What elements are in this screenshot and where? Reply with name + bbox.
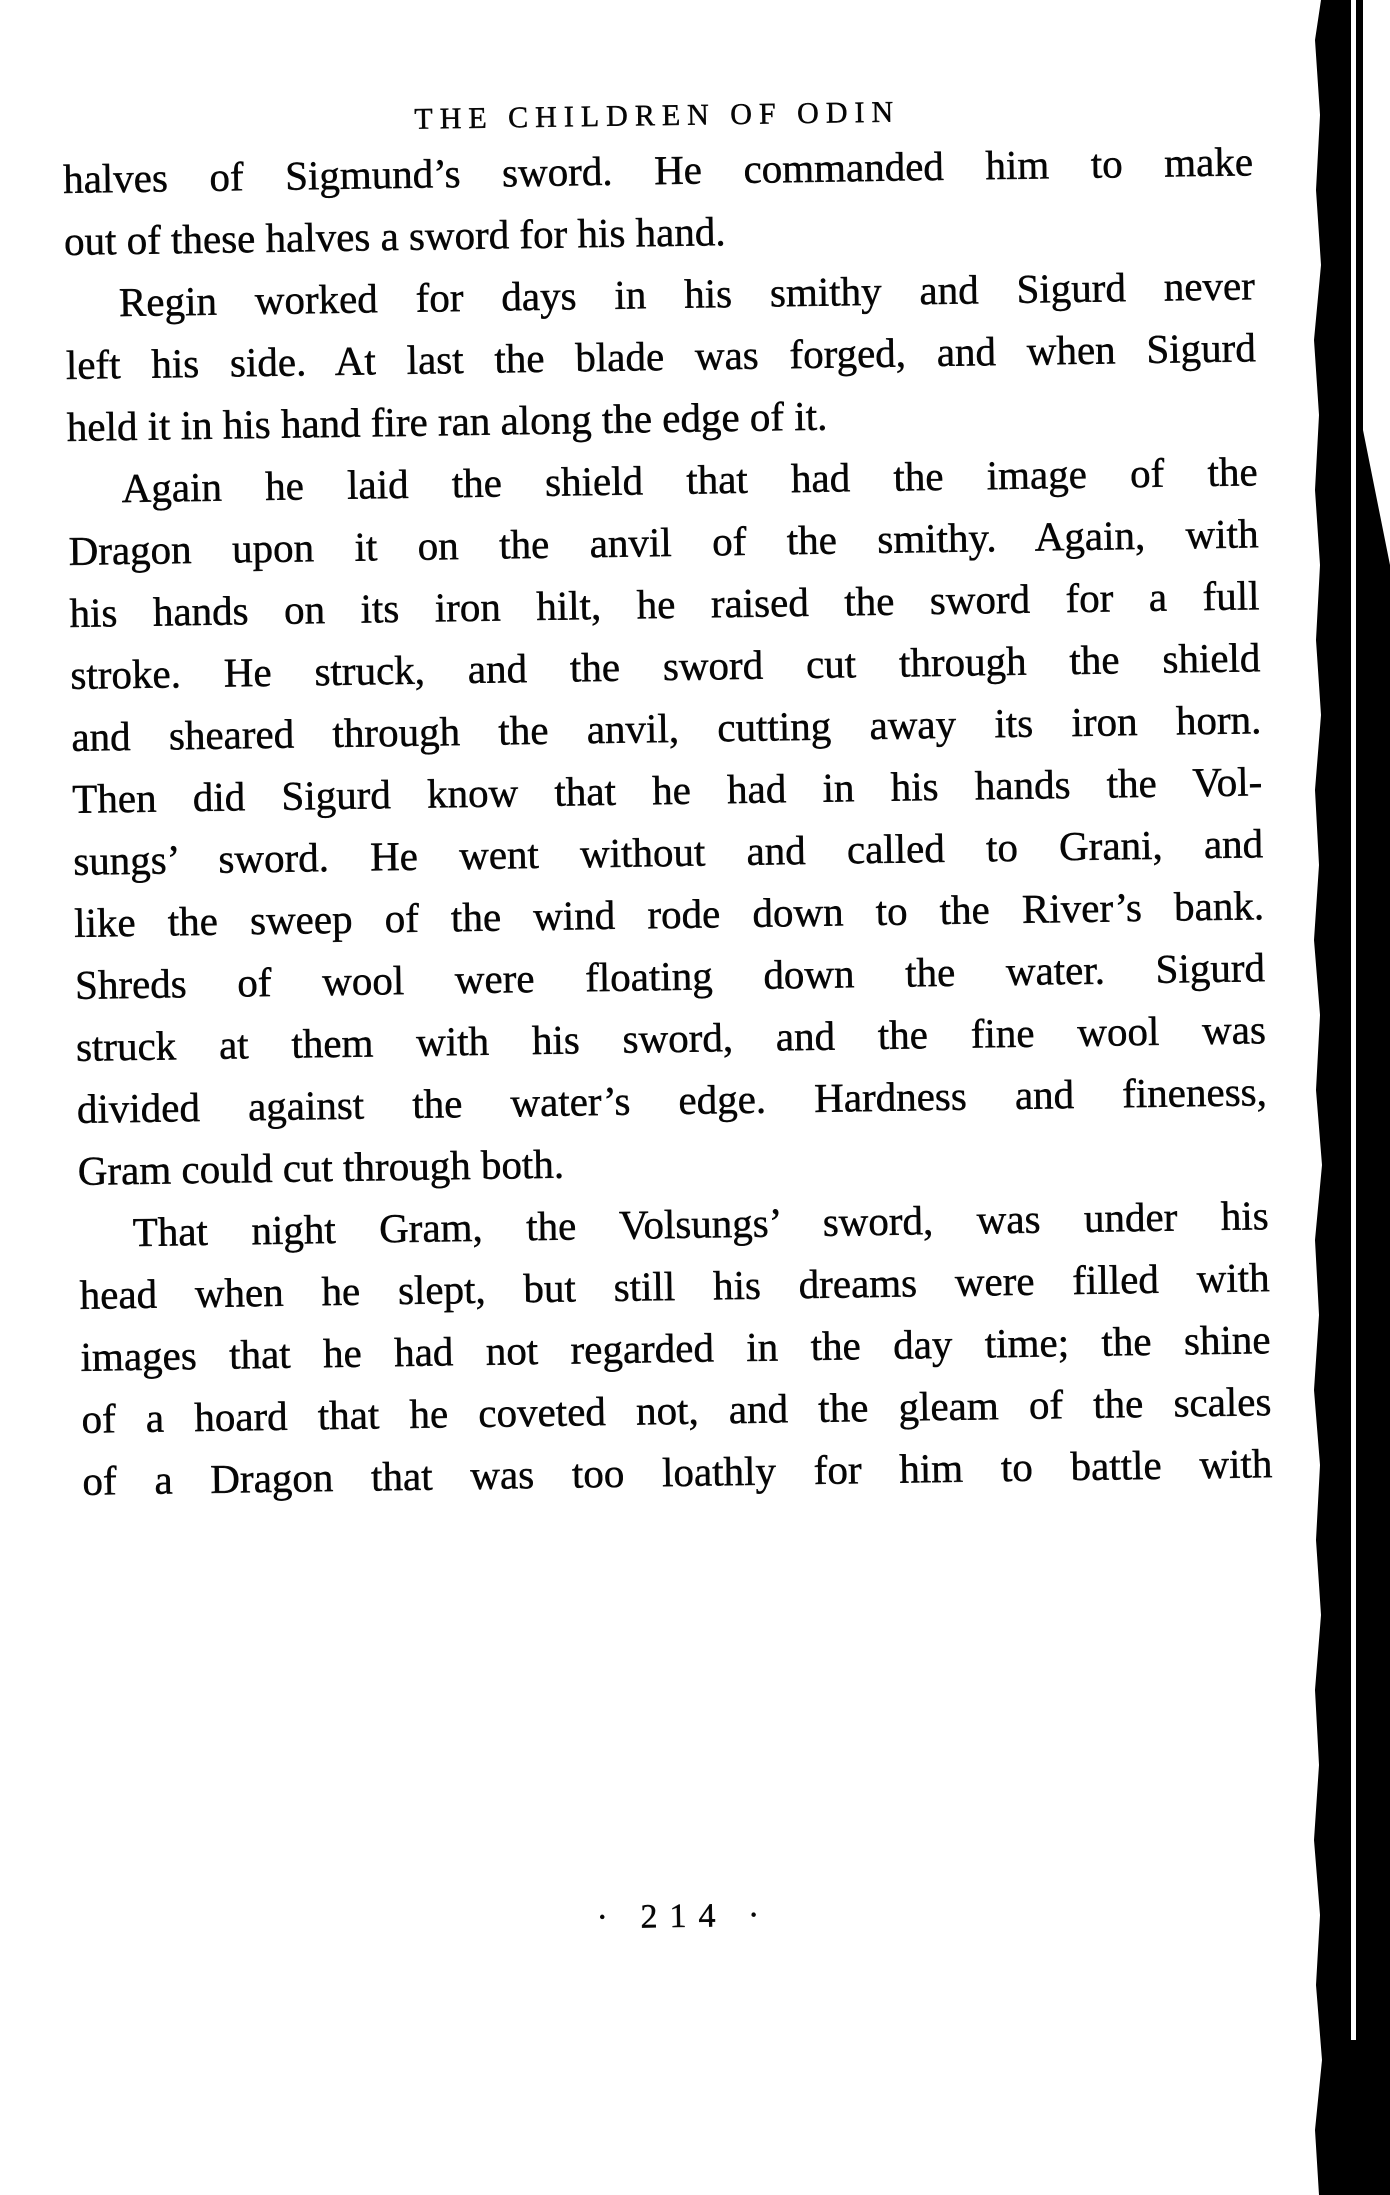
- text-line: Shreds of wool were floating down the water. Sigurd: [74, 944, 1266, 1008]
- scan-gutter-bottom-fill: [1346, 2040, 1360, 2195]
- text-line: held it in his hand fire ran along the edge of it.: [66, 392, 828, 450]
- text-line: stroke. He struck, and the sword cut through the shield: [70, 634, 1261, 698]
- body-text: [63, 130, 1273, 1512]
- text-line: struck at them with his sword, and the fine wool was: [75, 1006, 1267, 1070]
- text-line: his hands on its iron hilt, he raised the sword for a full: [69, 572, 1260, 636]
- text-line: Dragon upon it on the anvil of the smithy. Again, with: [68, 510, 1259, 574]
- text-line: Gram could cut through both.: [77, 1140, 565, 1194]
- running-head: THE CHILDREN OF ODIN: [414, 95, 901, 136]
- text-line: Regin worked for days in his smithy and Sigurd never: [118, 262, 1256, 326]
- paragraph: [67, 440, 1268, 1202]
- text-line: halves of Sigmund’s sword. He commanded him to make: [62, 138, 1254, 202]
- text-line: of a hoard that he coveted not, and the gleam of the scales: [81, 1378, 1272, 1442]
- text-line: out of these halves a sword for his hand.: [63, 208, 726, 264]
- page-content: [62, 86, 1279, 1947]
- paragraph: [78, 1184, 1272, 1512]
- text-line: head when he slept, but still his dreams were filled with: [79, 1254, 1270, 1318]
- text-line: Again he laid the shield that had the image of the: [121, 448, 1258, 512]
- text-line: That night Gram, the Volsungs’ sword, was under his: [132, 1192, 1269, 1256]
- page-number: · 214 ·: [596, 1896, 772, 1937]
- scan-gutter-edge-line: [1356, 0, 1390, 2195]
- scan-gutter-band: [1313, 0, 1351, 2195]
- text-line: left his side. At last the blade was forged, and when Sigurd: [65, 324, 1257, 388]
- paragraph: [63, 130, 1255, 272]
- text-line: and sheared through the anvil, cutting away its iron horn.: [71, 696, 1262, 760]
- text-line: of a Dragon that was too loathly for him to battle with: [82, 1440, 1273, 1504]
- text-line: like the sweep of the wind rode down to the River’s bank.: [73, 882, 1265, 946]
- text-line: Then did Sigurd know that he had in his hands the Vol-: [71, 758, 1263, 822]
- paragraph: [64, 254, 1257, 458]
- text-line: sungs’ sword. He went without and called to Grani, and: [72, 820, 1264, 884]
- text-line: images that he had not regarded in the day time; the shine: [80, 1316, 1271, 1380]
- text-line: divided against the water’s edge. Hardness and fineness,: [76, 1068, 1268, 1132]
